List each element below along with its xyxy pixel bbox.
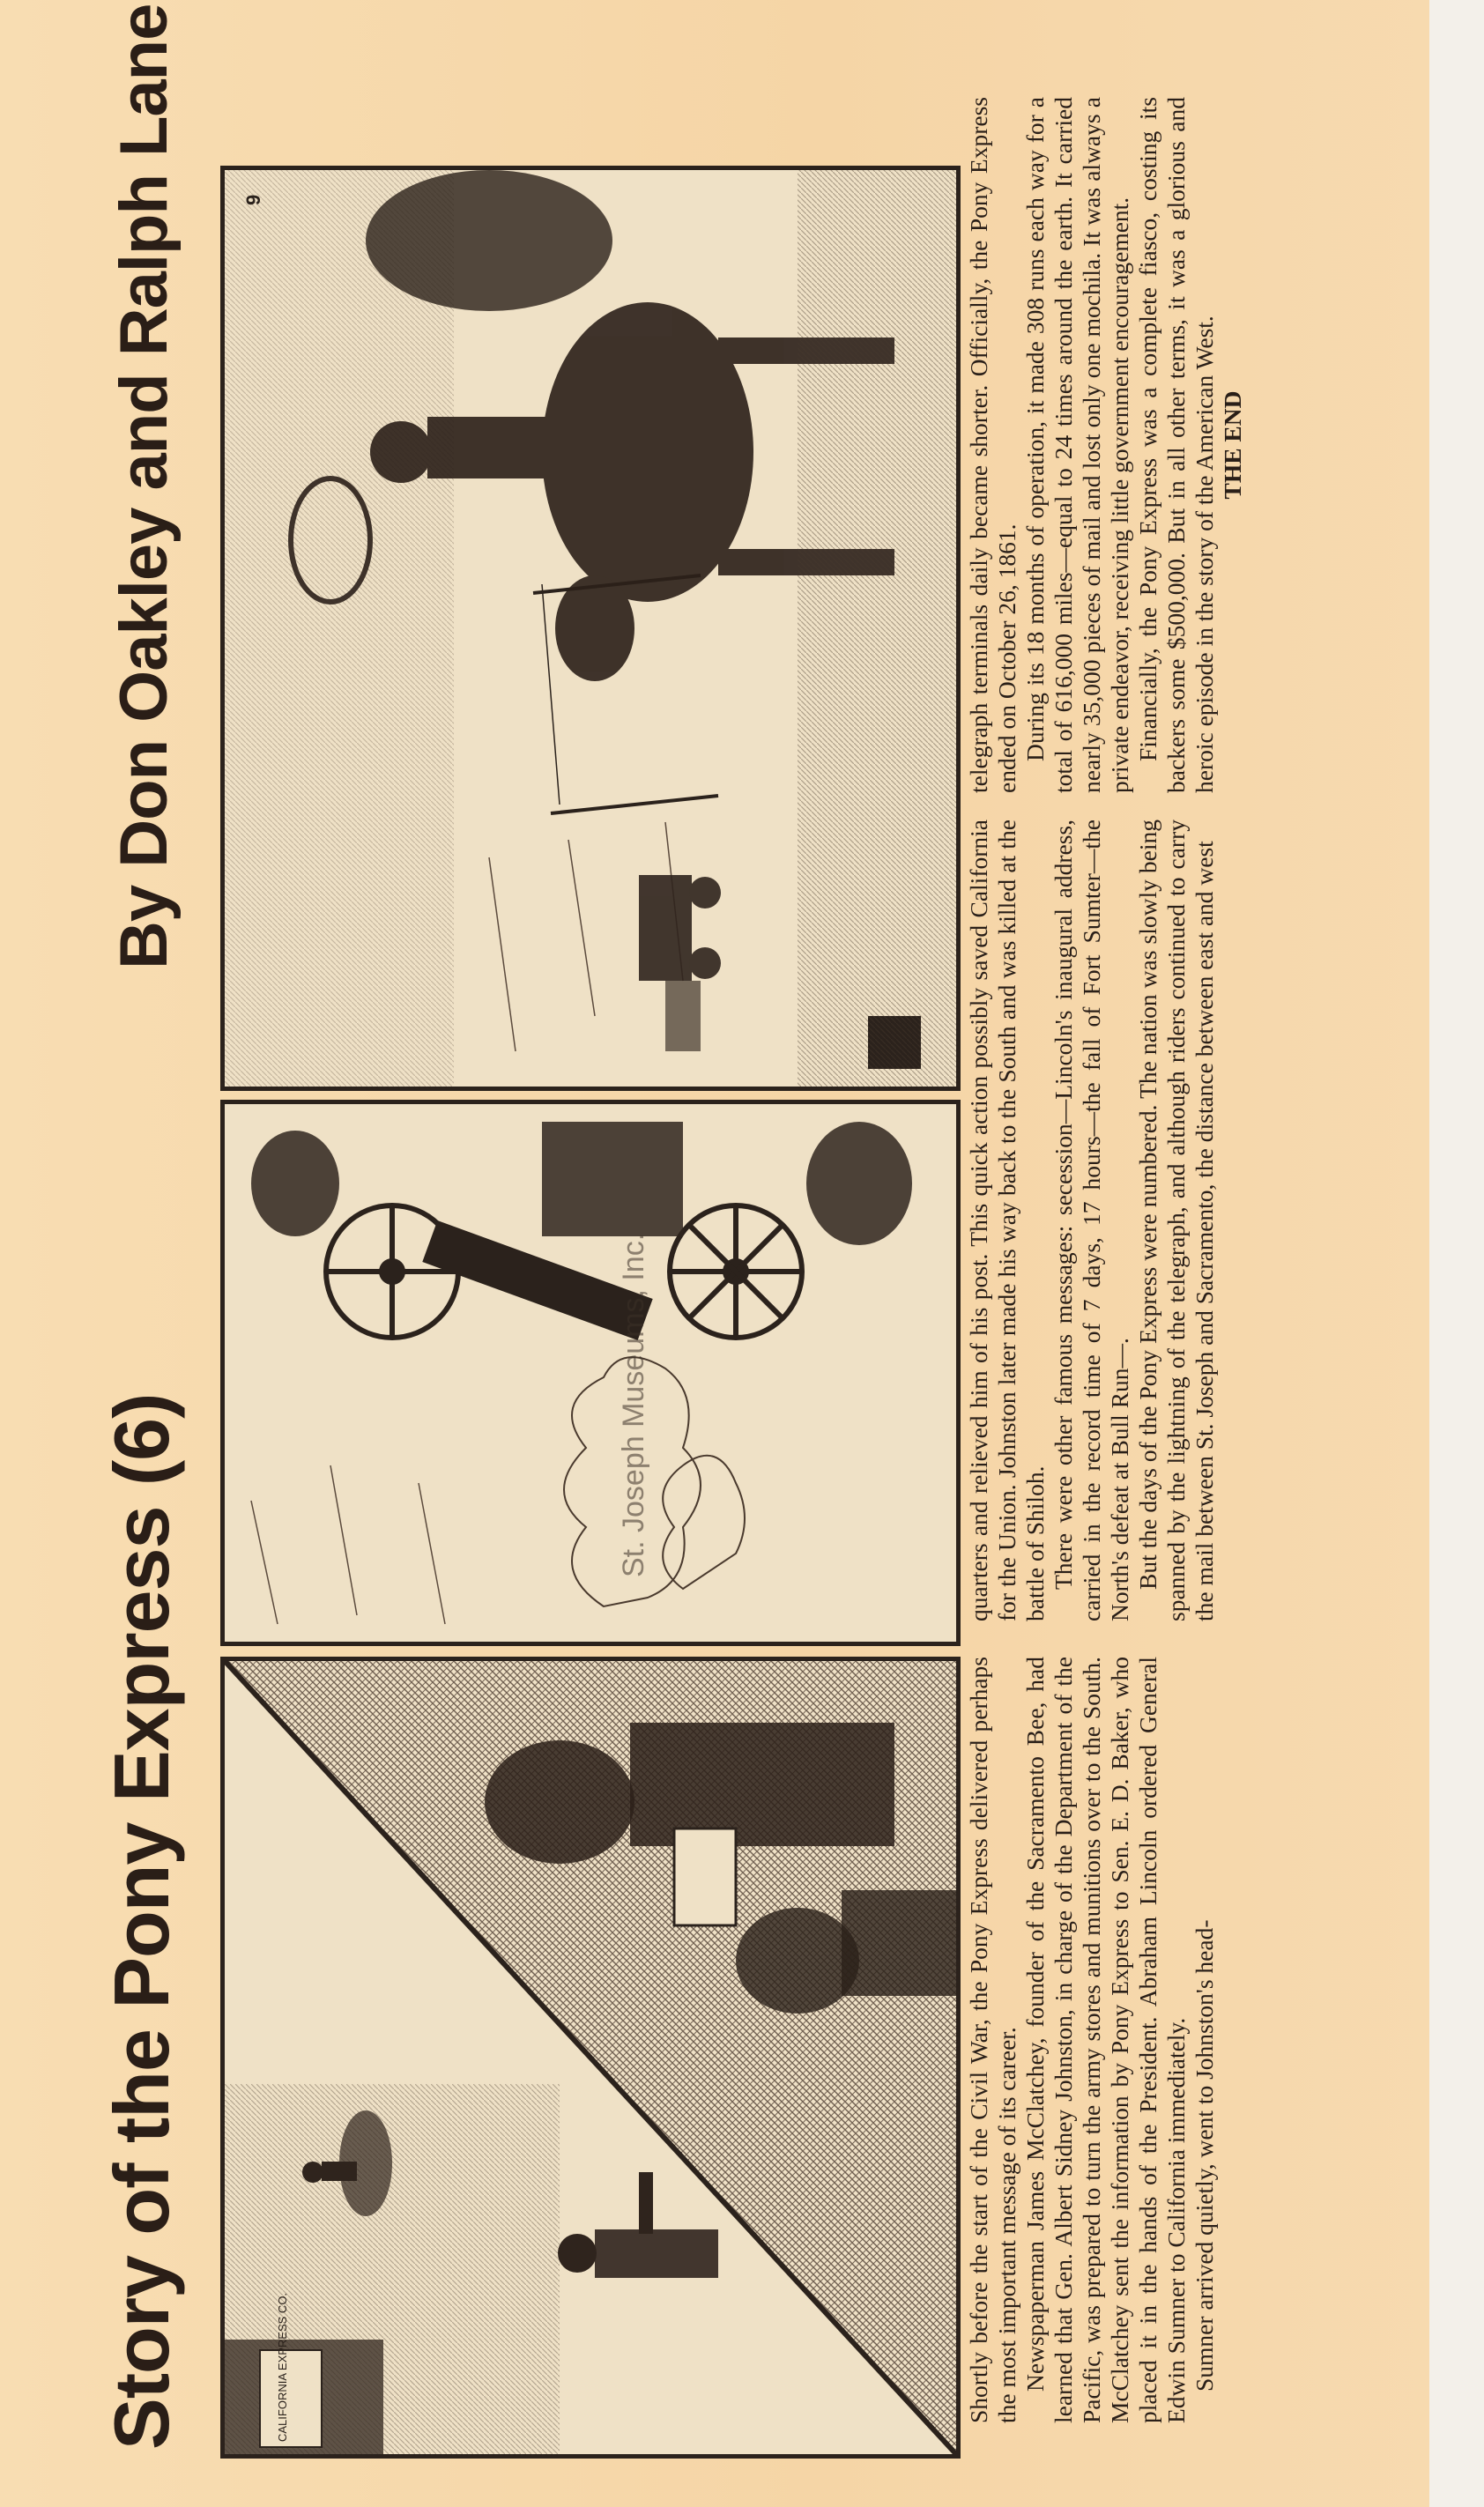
the-end-label: THE END [1219, 390, 1246, 500]
paragraph: Shortly before the start of the Civil War, the Pony Express delivered perhaps the most important message of its career. [965, 1657, 1020, 2423]
panel2-illustration [225, 1104, 956, 1642]
grass-lines [251, 1465, 445, 1624]
column-1 [965, 1657, 1423, 2423]
paragraph: Financially, the Pony Express was a complete fiasco, costing its backers some $500,000. But in all other terms, it was a glorious and heroic episode in the story of the American West. [1134, 97, 1218, 793]
panel3-illustration [225, 170, 956, 1087]
grass-foreground [798, 170, 956, 1087]
man-with-lantern-figure [558, 2172, 718, 2278]
wagon-figure [639, 875, 721, 1051]
express-sign-text: CALIFORNIA EXPRESS CO. [276, 2292, 289, 2442]
watermark-text: St. Joseph Museums, Inc. [617, 1232, 650, 1577]
article-columns [965, 79, 1423, 2459]
column-2 [965, 820, 1423, 1621]
panel-number: 9 [242, 194, 264, 205]
express-sign [260, 2350, 322, 2447]
comic-panel-3 [220, 166, 961, 1091]
paragraph: quarters and relieved him of his post. This quick action possibly saved California for the Union. Johnston later made his way back to the South and was killed at the battle of Shiloh. [965, 820, 1049, 1621]
panel1-illustration [225, 1661, 956, 2454]
comic-panel-2 [220, 1100, 961, 1646]
paragraph: telegraph terminals daily became shorter. Officially, the Pony Express ended on October 26, 1861. [965, 97, 1020, 793]
scanner-bed-strip [1429, 0, 1484, 2507]
paragraph: But the days of the Pony Express were numbered. The nation was slowly being spanned by the lightning of the telegraph, and although riders continued to carry the mail between St. Joseph and Sacramento, the distance between east and west [1134, 820, 1218, 1621]
cannon-wheel-1 [670, 1205, 802, 1338]
comic-panel-1 [220, 1657, 961, 2459]
second-horse [366, 170, 612, 311]
smoke-cloud [564, 1357, 745, 1606]
soldier-figures [251, 1122, 912, 1245]
article-title: Story of the Pony Express (6) [98, 1393, 185, 2450]
article-byline: By Don Oakley and Ralph Lane [107, 4, 182, 969]
rotated-clipping [70, 4, 1428, 2459]
telegram-paper [674, 1828, 736, 1925]
paragraph: There were other famous messages: secession—Lincoln's inaugural address, carried in the record time of 7 days, 17 hours—the fall of Fort Sumter—the North's defeat at Bull Run—. [1050, 820, 1133, 1621]
paragraph: Sumner arrived quietly, went to Johnston's head- [1191, 1919, 1218, 2392]
paragraph: Newspaperman James McClatchey, founder of the Sacramento Bee, had learned that Gen. Albert Sidney Johnston, in charge of the Department of the Pacific, was prepared to turn the army stores and munitions over to the South. McClatchey sent the information by Pony Express to Sen. E. D. Baker, who placed it in the hands of the President. Abraham Lincoln ordered General Edwin Sumner to California immediately. [1021, 1657, 1190, 2423]
paragraph: During its 18 months of operation, it made 308 runs each way for a total of 616,000 miles—equal to 24 times around the earth. It carried nearly 35,000 pieces of mail and lost only one mochila. It was always a private endeavor, receiving little government encouragement. [1021, 97, 1133, 793]
column-3 [965, 97, 1423, 793]
